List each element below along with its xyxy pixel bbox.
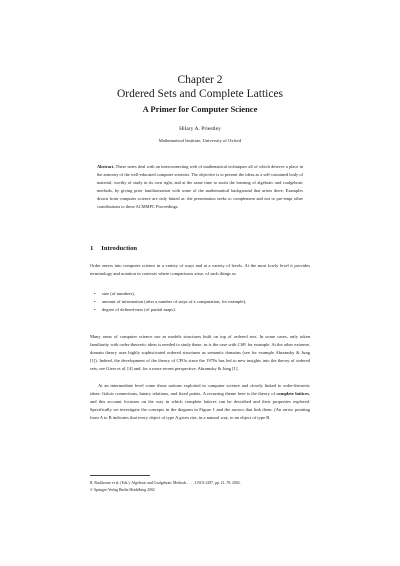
section-heading — [90, 245, 137, 252]
abstract-label: Abstract. — [97, 164, 115, 169]
chapter-label: Chapter 2 — [177, 74, 223, 86]
abstract-text: These notes deal with an interconnecting web of mathematical techniques all of which deserve a place in the armoury of the well-educated computer scientist. The objective is to present the ideas as a self-contained body of material, worthy of study in its own right, and at the same time to assist the learning of algebraic and coalgebraic methods, by giving prior familiarization with some of the mathematical background that arises there. Examples drawn from computer science are only hinted at: the presentation seeks to complement and not to pre-empt other contributions to these ACMMPC Proceedings. — [97, 164, 303, 210]
chapter-title: Ordered Sets and Complete Lattices — [116, 88, 284, 100]
bullet-list — [90, 290, 310, 314]
footer-rule — [90, 475, 150, 476]
paragraph-text: , and this account focusses on the way in which complete lattices can be described and their properties explored. Specifically we investigate the concepts in the diagram in Figure 1 and the arrows that link them. (An arrow pointing from A to B indicates that every object of type A gives rise, in a natural way, to an object of type B. — [90, 391, 310, 421]
section-number: 1 — [90, 245, 94, 252]
author-name: Hilary A. Priestley — [179, 126, 221, 132]
bullet-item: • size (of numbers), — [90, 290, 310, 298]
author-affiliation: Mathematical Institute, University of Oxford — [158, 138, 242, 143]
emphasis-complete-lattices: complete lattices — [276, 391, 309, 397]
abstract — [97, 163, 303, 212]
chapter-subtitle: A Primer for Computer Science — [142, 104, 258, 114]
section-title: Introduction — [101, 245, 138, 252]
bullet-item: • amount of information (after a number of steps of a computation, for example), — [90, 298, 310, 306]
footer-copyright: © Springer-Verlag Berlin Heidelberg 2002 — [90, 488, 155, 492]
paragraph-intro: Order enters into computer science in a variety of ways and at a variety of levels. At the most lowly level it provides terminology and notation in contexts where comparisons arise, of such things as — [90, 263, 310, 277]
bullet-item: • degree of defined-ness (of partial maps). — [90, 306, 310, 314]
footer-citation: R. Backhouse et al. (Eds.): Algebraic and Coalgebraic Methods . . . , LNCS 2297, pp. 21–78, 2002. — [90, 481, 241, 485]
paragraph-areas: Many areas of computer science use as models structures built on top of ordered sets. In some cases, only token familiarity with order-theoretic ideas is needed to study these, as is the case with CSP, for example. At the other extreme, domain theory uses highly sophisticated ordered structures as semantic domains (see for example Abramsky & Jung [1]). Indeed, the development of the theory of CPOs since the 1970s has led to new insights into the theory of ordered sets; see Gierz et al. [4] and, for a more recent perspective, Abramsky & Jung [1]. — [90, 334, 310, 372]
paragraph-text: At an intermediate level come those notions exploited in computer science and closely linked to order-theoretic ideas: Galois connections, binary relations, and fixed points. A recurring theme here is the theory of — [90, 383, 310, 397]
paragraph-intermediate — [90, 382, 310, 422]
